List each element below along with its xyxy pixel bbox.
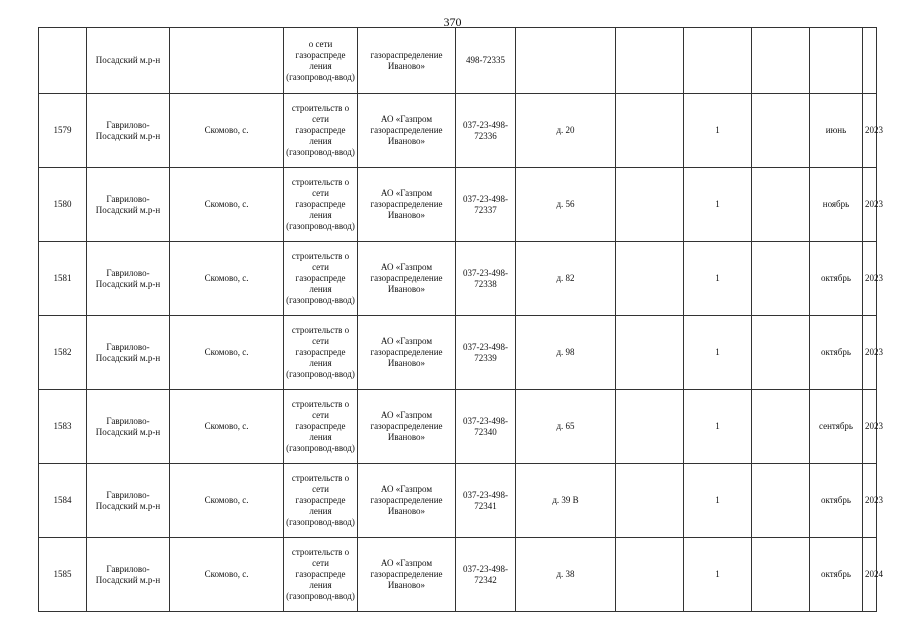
empty-cell (616, 94, 684, 168)
year-cell: 2023 (863, 242, 877, 316)
house-cell: д. 98 (516, 316, 616, 390)
work-cell: строительств о сети газораспреде ления (газопровод-ввод) (284, 538, 358, 612)
qty-cell: 1 (684, 390, 752, 464)
num-cell: 1584 (39, 464, 87, 538)
org-cell: АО «Газпром газораспределение Иваново» (358, 538, 456, 612)
qty-cell: 1 (684, 168, 752, 242)
table-row (39, 168, 877, 242)
code-cell: 037-23-498-72341 (456, 464, 516, 538)
district-cell: Гаврилово-Посадский м.р-н (87, 464, 170, 538)
year-cell: 2023 (863, 316, 877, 390)
code-cell: 037-23-498-72336 (456, 94, 516, 168)
code-cell: 037-23-498-72339 (456, 316, 516, 390)
org-cell: газораспределение Иваново» (358, 28, 456, 94)
empty-cell (752, 168, 810, 242)
district-cell: Посадский м.р-н (87, 28, 170, 94)
empty-cell (752, 28, 810, 94)
work-cell: о сети газораспреде ления (газопровод-ввод) (284, 28, 358, 94)
empty-cell (616, 168, 684, 242)
code-cell: 037-23-498-72340 (456, 390, 516, 464)
month-cell: октябрь (810, 464, 863, 538)
settlement-cell: Скомово, с. (170, 94, 284, 168)
qty-cell: 1 (684, 94, 752, 168)
empty-cell (616, 390, 684, 464)
empty-cell (616, 28, 684, 94)
work-cell: строительств о сети газораспреде ления (газопровод-ввод) (284, 168, 358, 242)
settlement-cell: Скомово, с. (170, 464, 284, 538)
house-cell: д. 39 В (516, 464, 616, 538)
empty-cell (752, 242, 810, 316)
year-cell (863, 28, 877, 94)
qty-cell: 1 (684, 316, 752, 390)
registry-table (38, 27, 883, 612)
table-row (39, 316, 877, 390)
settlement-cell: Скомово, с. (170, 242, 284, 316)
table-row (39, 464, 877, 538)
org-cell: АО «Газпром газораспределение Иваново» (358, 316, 456, 390)
qty-cell: 1 (684, 538, 752, 612)
house-cell: д. 65 (516, 390, 616, 464)
num-cell: 1585 (39, 538, 87, 612)
settlement-cell: Скомово, с. (170, 168, 284, 242)
house-cell: д. 20 (516, 94, 616, 168)
code-cell: 037-23-498-72342 (456, 538, 516, 612)
qty-cell: 1 (684, 464, 752, 538)
year-cell: 2023 (863, 464, 877, 538)
num-cell: 1582 (39, 316, 87, 390)
org-cell: АО «Газпром газораспределение Иваново» (358, 242, 456, 316)
table-row (39, 538, 877, 612)
qty-cell: 1 (684, 242, 752, 316)
table-row (39, 94, 877, 168)
year-cell: 2024 (863, 538, 877, 612)
code-cell: 498-72335 (456, 28, 516, 94)
month-cell: октябрь (810, 316, 863, 390)
empty-cell (752, 538, 810, 612)
num-cell: 1583 (39, 390, 87, 464)
table-row (39, 390, 877, 464)
district-cell: Гаврилово-Посадский м.р-н (87, 538, 170, 612)
month-cell: ноябрь (810, 168, 863, 242)
empty-cell (752, 94, 810, 168)
num-cell: 1580 (39, 168, 87, 242)
year-cell: 2023 (863, 94, 877, 168)
empty-cell (616, 538, 684, 612)
work-cell: строительств о сети газораспреде ления (газопровод-ввод) (284, 242, 358, 316)
code-cell: 037-23-498-72337 (456, 168, 516, 242)
num-cell: 1581 (39, 242, 87, 316)
work-cell: строительств о сети газораспреде ления (газопровод-ввод) (284, 316, 358, 390)
district-cell: Гаврилово-Посадский м.р-н (87, 94, 170, 168)
settlement-cell (170, 28, 284, 94)
month-cell: сентябрь (810, 390, 863, 464)
year-cell: 2023 (863, 168, 877, 242)
work-cell: строительств о сети газораспреде ления (газопровод-ввод) (284, 390, 358, 464)
org-cell: АО «Газпром газораспределение Иваново» (358, 94, 456, 168)
empty-cell (616, 242, 684, 316)
empty-cell (752, 316, 810, 390)
org-cell: АО «Газпром газораспределение Иваново» (358, 390, 456, 464)
district-cell: Гаврилово-Посадский м.р-н (87, 390, 170, 464)
year-cell: 2023 (863, 390, 877, 464)
empty-cell (752, 390, 810, 464)
house-cell: д. 38 (516, 538, 616, 612)
org-cell: АО «Газпром газораспределение Иваново» (358, 464, 456, 538)
org-cell: АО «Газпром газораспределение Иваново» (358, 168, 456, 242)
house-cell (516, 28, 616, 94)
num-cell (39, 28, 87, 94)
month-cell: октябрь (810, 538, 863, 612)
table-row (39, 242, 877, 316)
page-number: 370 (443, 15, 462, 29)
num-cell: 1579 (39, 94, 87, 168)
empty-cell (752, 464, 810, 538)
table-row-continuation (39, 28, 877, 94)
code-cell: 037-23-498-72338 (456, 242, 516, 316)
settlement-cell: Скомово, с. (170, 390, 284, 464)
settlement-cell: Скомово, с. (170, 538, 284, 612)
settlement-cell: Скомово, с. (170, 316, 284, 390)
district-cell: Гаврилово-Посадский м.р-н (87, 316, 170, 390)
house-cell: д. 82 (516, 242, 616, 316)
house-cell: д. 56 (516, 168, 616, 242)
month-cell (810, 28, 863, 94)
work-cell: строительств о сети газораспреде ления (газопровод-ввод) (284, 94, 358, 168)
month-cell: июнь (810, 94, 863, 168)
district-cell: Гаврилово-Посадский м.р-н (87, 242, 170, 316)
month-cell: октябрь (810, 242, 863, 316)
district-cell: Гаврилово-Посадский м.р-н (87, 168, 170, 242)
empty-cell (616, 464, 684, 538)
work-cell: строительств о сети газораспреде ления (газопровод-ввод) (284, 464, 358, 538)
empty-cell (616, 316, 684, 390)
qty-cell (684, 28, 752, 94)
